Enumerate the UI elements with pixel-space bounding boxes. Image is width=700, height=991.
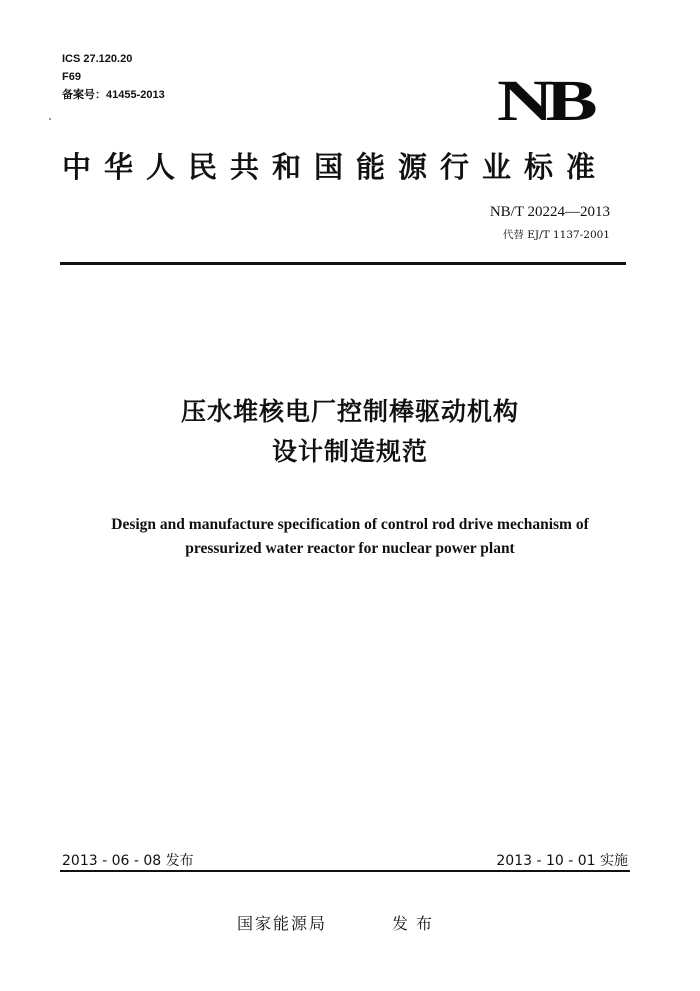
implementation-date: 2013 - 10 - 01 实施 (496, 853, 628, 869)
document-title-zh-line2: 设计制造规范 (271, 437, 428, 466)
classification-code: F69 (62, 71, 81, 83)
document-title-en (40, 513, 660, 561)
standard-category-title: 中华人民共和国能源行业标准 (62, 150, 609, 184)
document-title-zh (0, 392, 700, 472)
nb-logo: NB (497, 68, 590, 133)
issuing-authority: 国家能源局 (237, 914, 328, 933)
replaces-standard: 代替 EJ/T 1137-2001 (502, 229, 610, 241)
document-title-en-line1: Design and manufacture specification of control rod drive mechanism of (111, 516, 589, 533)
ics-code: ICS 27.120.20 (62, 53, 133, 65)
footer-divider (60, 870, 630, 872)
header-divider (60, 262, 626, 265)
record-number: 备案号：41455-2013 (62, 89, 165, 101)
standard-number: NB/T 20224—2013 (489, 204, 610, 220)
scan-speck (49, 118, 51, 120)
publish-label: 发布 (392, 914, 441, 933)
document-title-en-line2: pressurized water reactor for nuclear power plant (185, 540, 515, 557)
issue-date: 2013 - 06 - 08 发布 (62, 853, 194, 869)
document-title-zh-line1: 压水堆核电厂控制棒驱动机构 (180, 397, 519, 426)
